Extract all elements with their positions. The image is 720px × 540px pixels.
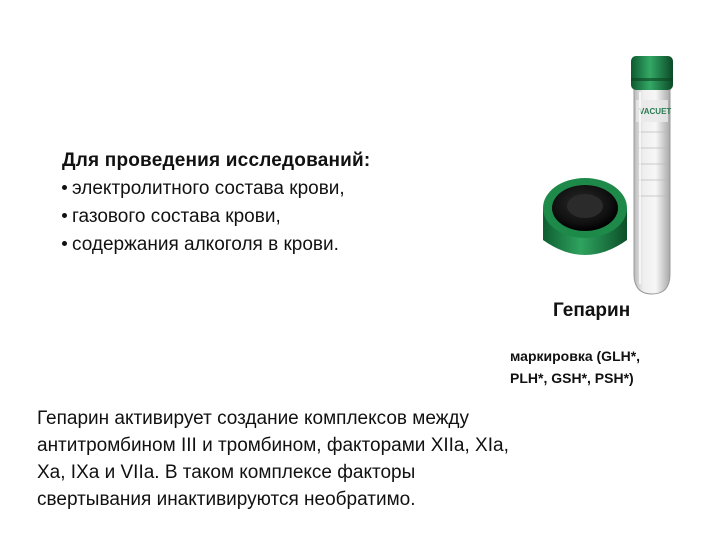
tube-brand-text: VACUET	[639, 107, 672, 116]
tube-marking	[510, 345, 690, 389]
intro-block	[62, 147, 482, 259]
description-line: свертывания инактивируются необратимо.	[37, 489, 416, 510]
intro-list	[62, 175, 482, 259]
description-line: Гепарин активирует создание комплексов между	[37, 408, 470, 429]
list-item: содержания алкоголя в крови.	[62, 231, 482, 259]
test-tube-image	[622, 52, 682, 297]
intro-title: Для проведения исследований:	[62, 150, 371, 171]
marking-line: PLH*, GSH*, PSH*)	[510, 370, 634, 386]
list-item: электролитного состава крови,	[62, 175, 482, 203]
tube-label: Гепарин	[553, 300, 631, 321]
list-item: газового состава крови,	[62, 203, 482, 231]
description-paragraph	[37, 405, 677, 513]
description-line: антитромбином III и тромбином, факторами XIIa, XIa,	[37, 435, 509, 456]
tube-cap-image	[535, 170, 635, 270]
description-line: Xa, IXa и VIIa. В таком комплексе факторы	[37, 462, 416, 483]
marking-line: маркировка (GLH*,	[510, 348, 641, 364]
